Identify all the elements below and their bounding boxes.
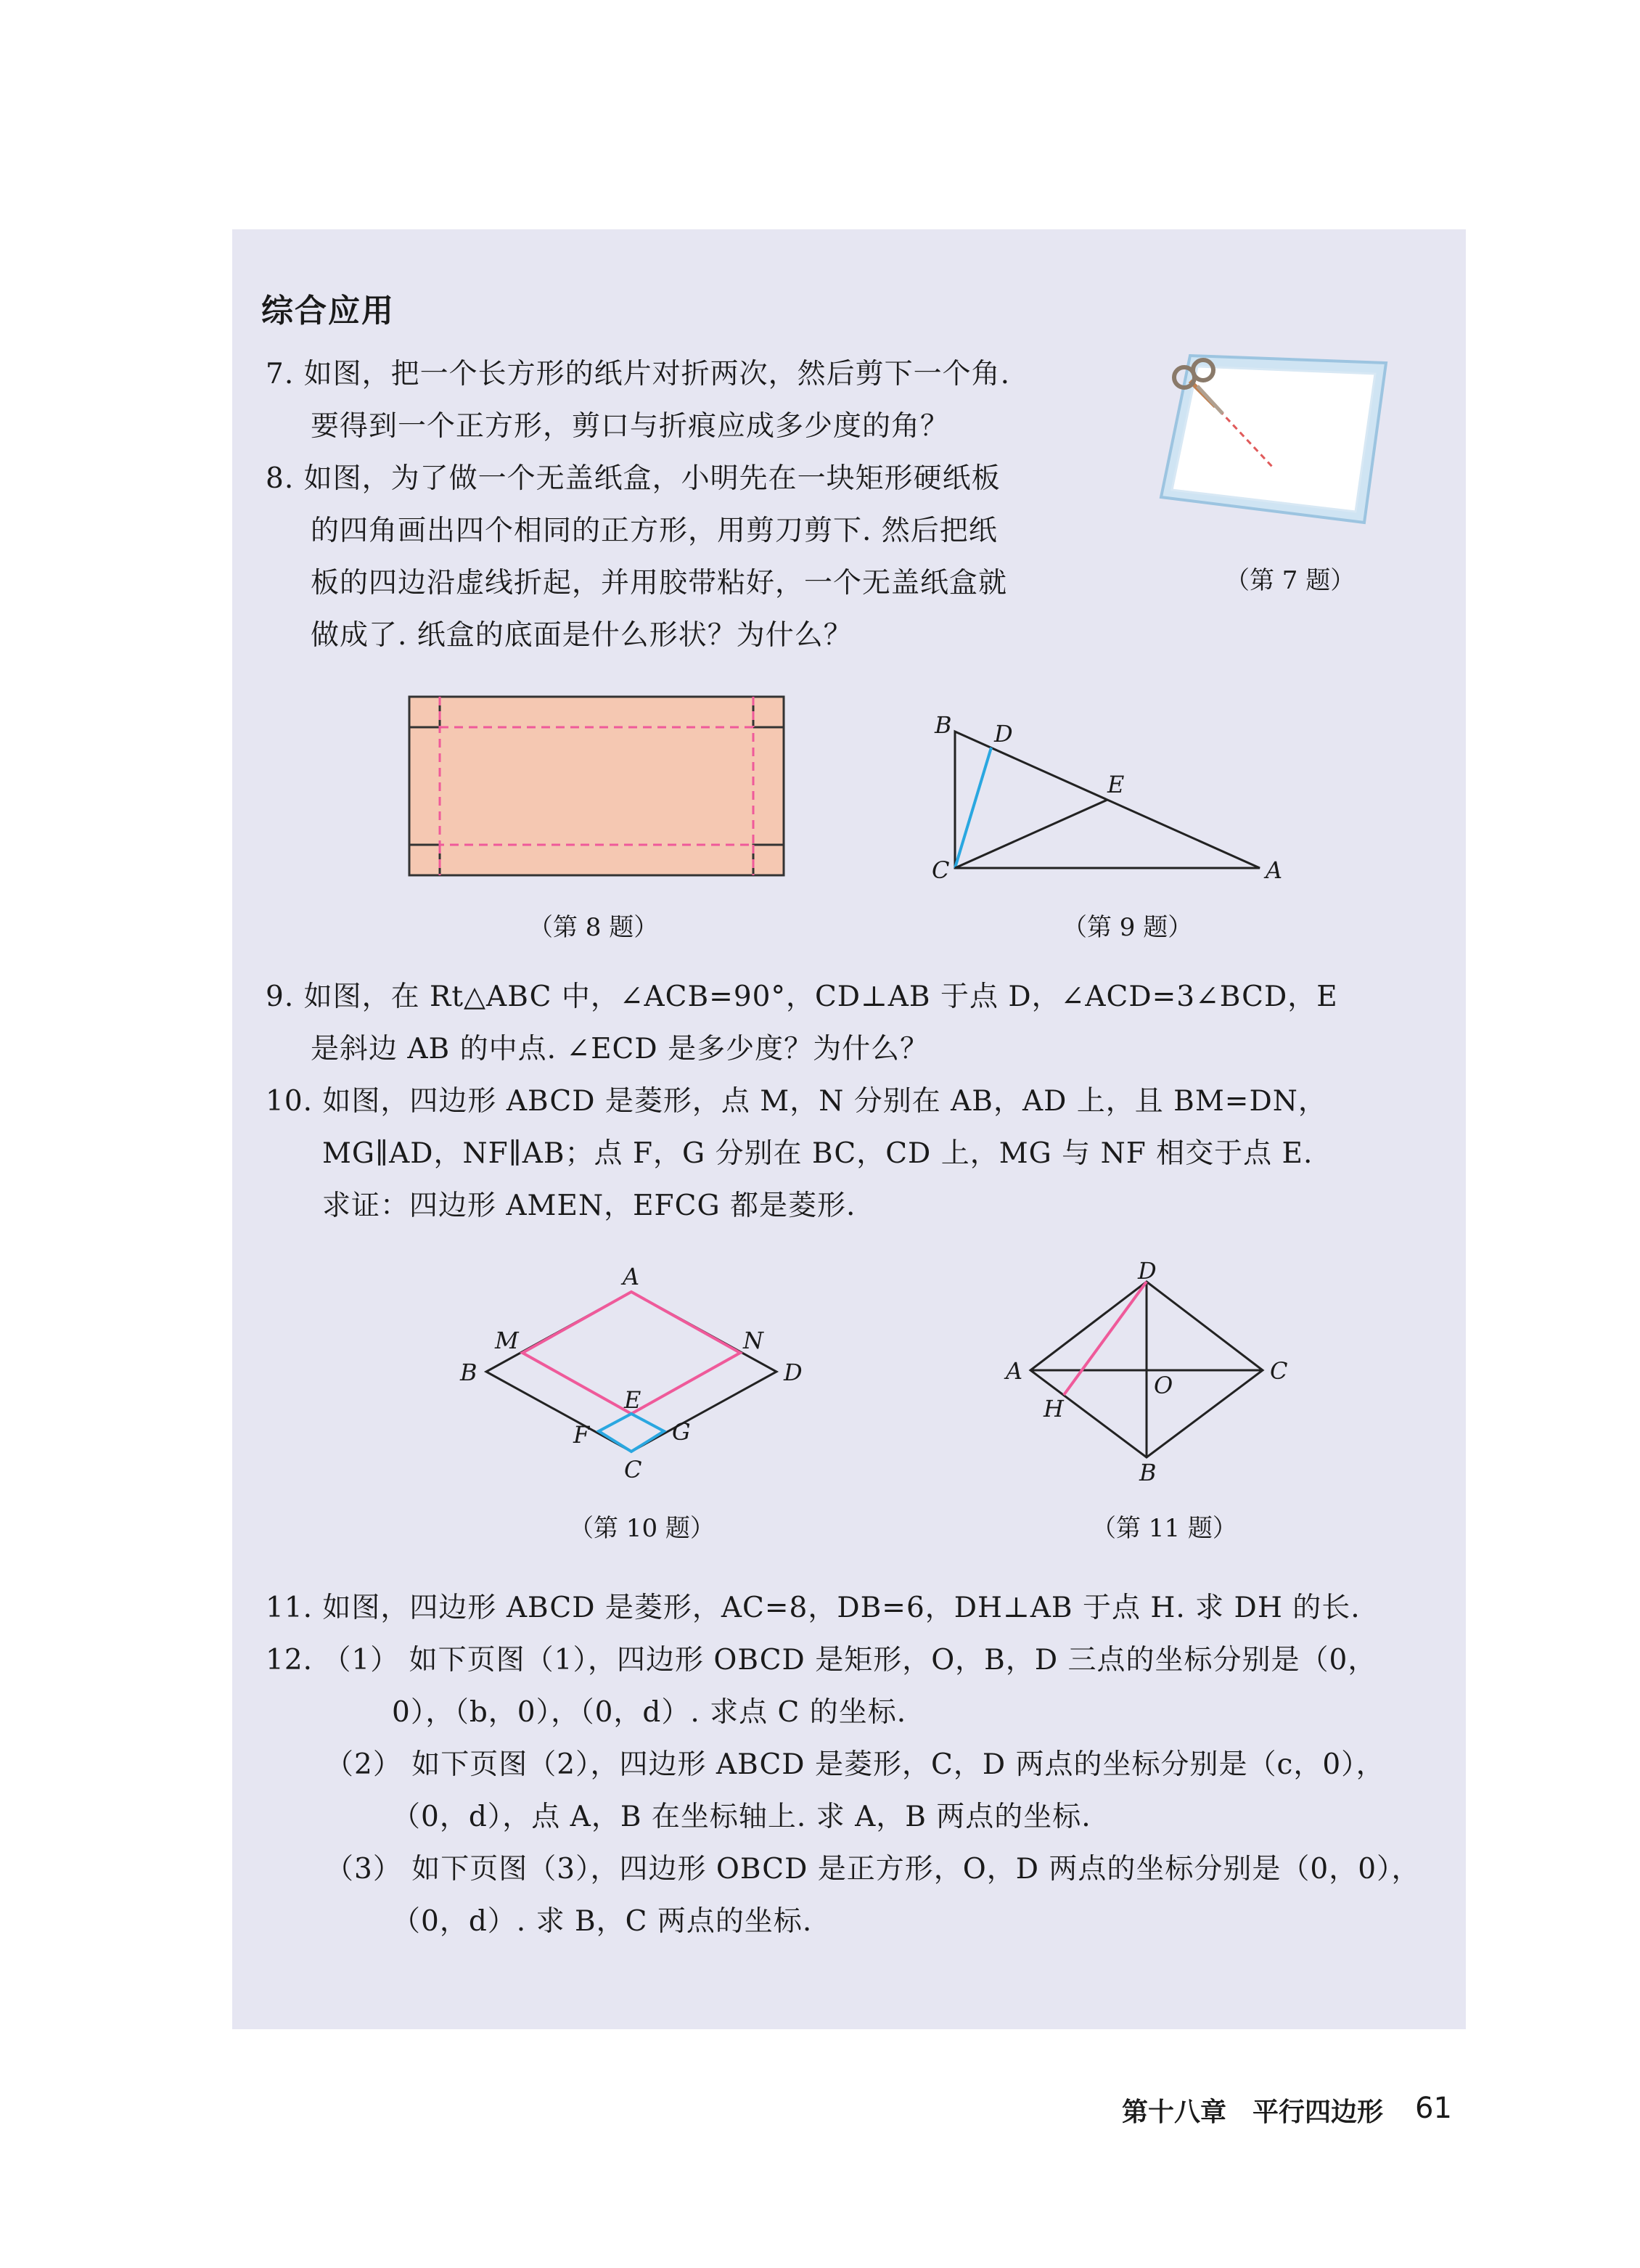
fig10-label-f: F xyxy=(573,1421,590,1449)
q10-line1: 10. 如图，四边形 ABCD 是菱形，点 M，N 分别在 AB，AD 上，且 BM=DN， xyxy=(266,1085,1327,1118)
fig11-label-o: O xyxy=(1154,1372,1173,1399)
fig7-caption: （第 7 题） xyxy=(1225,566,1356,595)
cardboard-diagram xyxy=(408,695,785,877)
fig9-caption: （第 9 题） xyxy=(1062,913,1193,942)
fig10-label-b: B xyxy=(460,1359,477,1386)
q8-line4: 做成了. 纸盒的底面是什么形状？为什么？ xyxy=(311,619,853,652)
q12-line3: （2） 如下页图（2），四边形 ABCD 是菱形，C，D 两点的坐标分别是（c，0）， xyxy=(325,1748,1385,1781)
fig9-label-d: D xyxy=(994,720,1013,748)
triangle-abc-diagram xyxy=(922,704,1299,885)
fig10-label-c: C xyxy=(624,1456,642,1483)
fig9-label-b: B xyxy=(935,711,952,739)
fig8-caption: （第 8 题） xyxy=(528,913,659,942)
rhombus-dh-diagram xyxy=(1001,1257,1306,1486)
q8-line3: 板的四边沿虚线折起，并用胶带粘好，一个无盖纸盒就 xyxy=(311,567,1008,599)
q7-line2: 要得到一个正方形，剪口与折痕应成多少度的角？ xyxy=(311,410,950,443)
fig11-label-c: C xyxy=(1270,1357,1288,1385)
fig10-label-e: E xyxy=(624,1386,641,1414)
q9-line1: 9. 如图，在 Rt△ABC 中，∠ACB=90°，CD⊥AB 于点 D，∠ACD=3∠BCD，E xyxy=(266,981,1338,1013)
q10-line3: 求证：四边形 AMEN，EFCG 都是菱形. xyxy=(322,1190,856,1222)
chapter-title: 第十八章 平行四边形 xyxy=(1122,2097,1384,2127)
fig10-label-a: A xyxy=(623,1263,640,1290)
q11-line1: 11. 如图，四边形 ABCD 是菱形，AC=8，DB=6，DH⊥AB 于点 H. 求 DH 的长. xyxy=(266,1592,1361,1624)
fig10-label-g: G xyxy=(672,1418,691,1446)
section-title: 综合应用 xyxy=(261,292,395,329)
fig10-label-n: N xyxy=(743,1327,763,1354)
q9-line2: 是斜边 AB 的中点. ∠ECD 是多少度？为什么？ xyxy=(311,1033,930,1065)
fig9-label-e: E xyxy=(1107,771,1125,798)
q7-line1: 7. 如图，把一个长方形的纸片对折两次，然后剪下一个角. xyxy=(266,358,1011,390)
fig11-label-h: H xyxy=(1044,1395,1064,1422)
paper-scissors-illustration xyxy=(1147,341,1393,544)
q8-line2: 的四角画出四个相同的正方形，用剪刀剪下. 然后把纸 xyxy=(311,515,998,547)
fig11-label-b: B xyxy=(1139,1459,1157,1486)
q12-line5: （3） 如下页图（3），四边形 OBCD 是正方形，O，D 两点的坐标分别是（0，0）， xyxy=(325,1853,1421,1886)
fig11-label-d: D xyxy=(1138,1257,1157,1285)
q10-line2: MG∥AD，NF∥AB；点 F，G 分别在 BC，CD 上，MG 与 NF 相交于点 E. xyxy=(322,1137,1313,1170)
q12-line4: （0，d），点 A，B 在坐标轴上. 求 A，B 两点的坐标. xyxy=(392,1801,1091,1833)
q12-line1: 12. （1） 如下页图（1），四边形 OBCD 是矩形，O，B，D 三点的坐标分别是（0， xyxy=(266,1644,1377,1677)
page-number: 61 xyxy=(1415,2092,1452,2125)
fig11-caption: （第 11 题） xyxy=(1091,1514,1237,1543)
q12-line6: （0，d）. 求 B，C 两点的坐标. xyxy=(392,1905,813,1938)
rhombus-amen-diagram xyxy=(450,1263,827,1488)
fig9-label-c: C xyxy=(932,856,950,884)
q8-line1: 8. 如图，为了做一个无盖纸盒，小明先在一块矩形硬纸板 xyxy=(266,462,1001,495)
fig11-label-a: A xyxy=(1006,1357,1023,1385)
fig9-label-a: A xyxy=(1266,856,1283,884)
fig10-caption: （第 10 题） xyxy=(569,1514,715,1543)
fig10-label-d: D xyxy=(784,1359,803,1386)
q12-line2: 0），（b，0），（0，d）. 求点 C 的坐标. xyxy=(392,1696,907,1729)
fig10-label-m: M xyxy=(495,1327,519,1354)
